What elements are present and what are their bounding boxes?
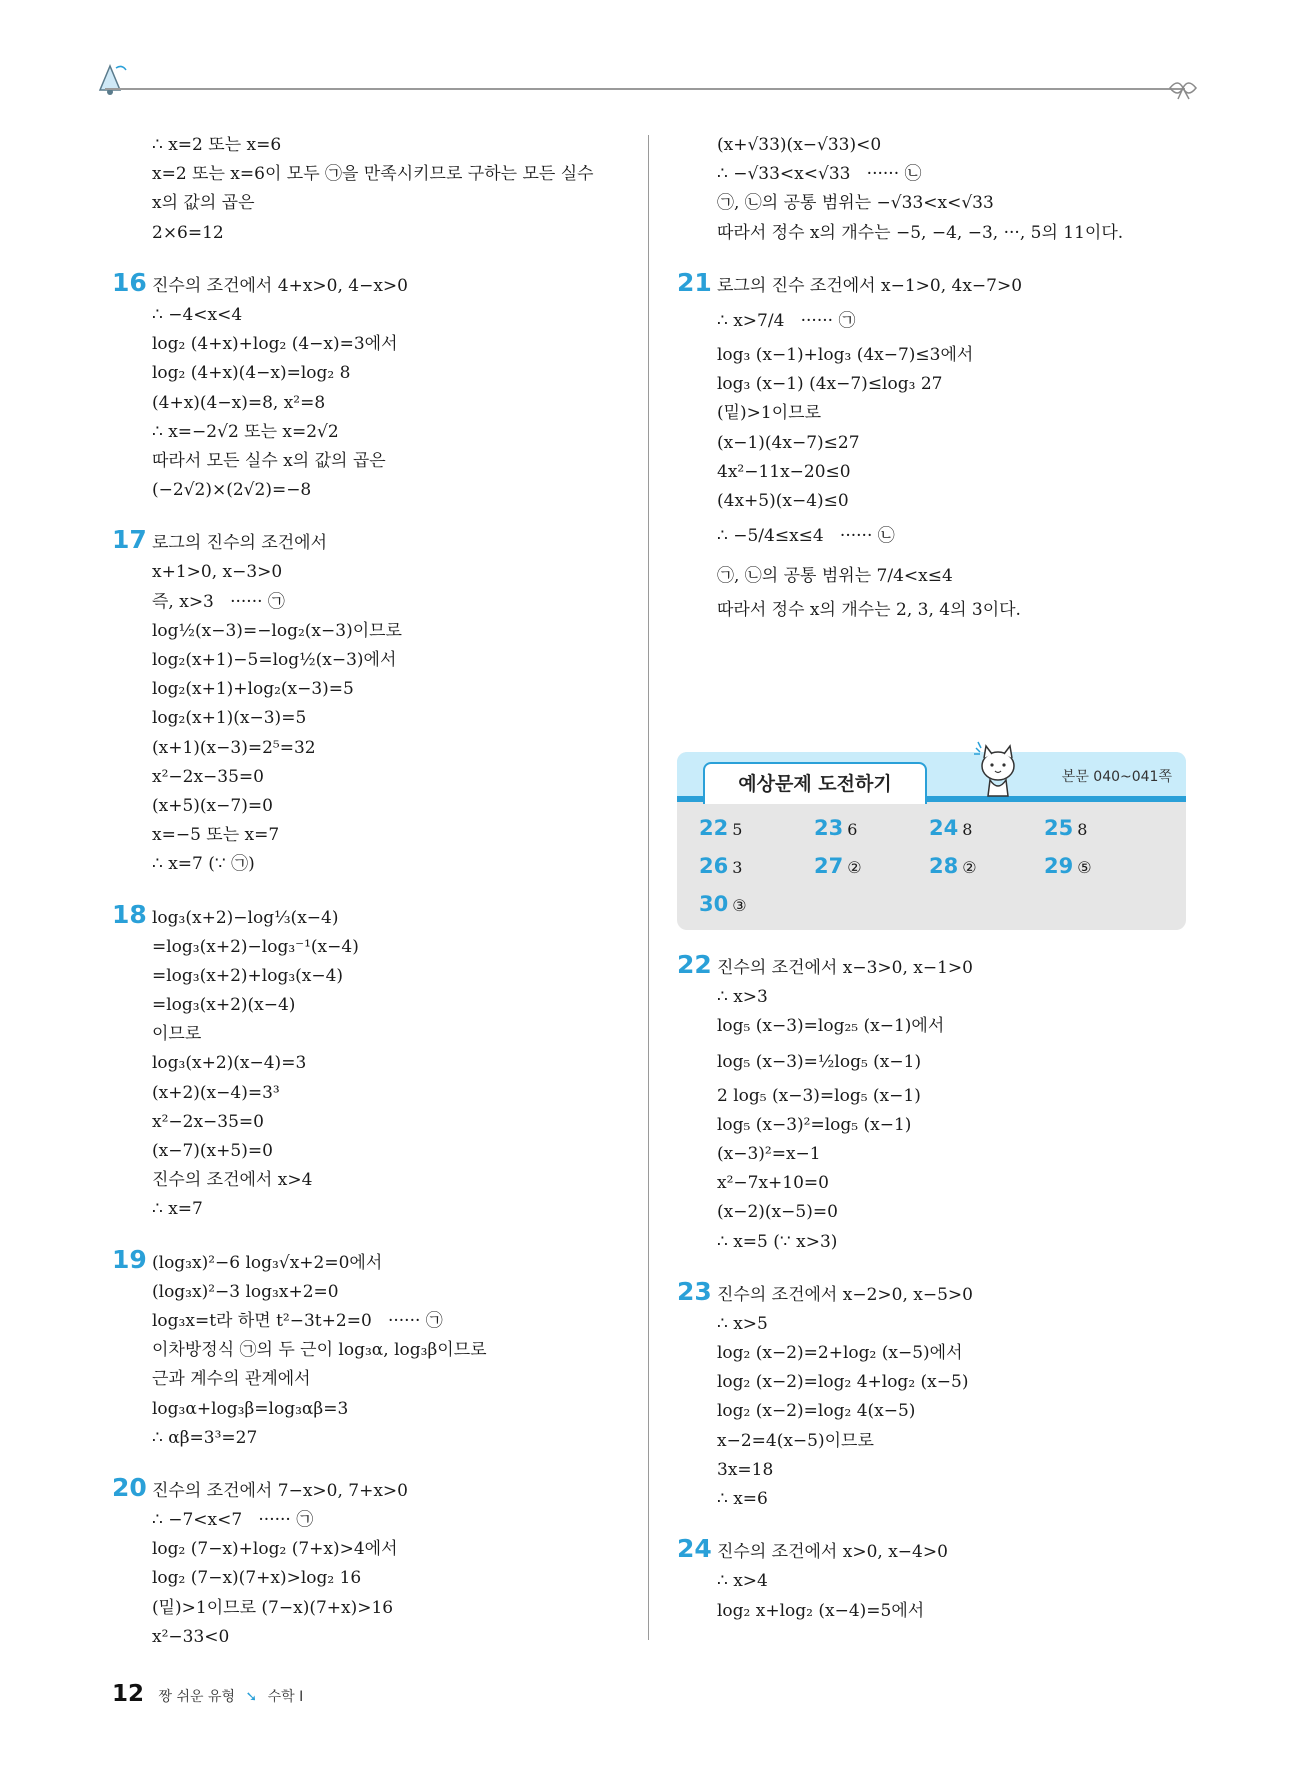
solution-line: 진수의 조건에서 x−3>0, x−1>0 (717, 958, 973, 978)
solution-line: (x−7)(x+5)=0 (152, 1141, 273, 1161)
right-column-top (677, 131, 1197, 625)
solution-line: 즉, x>3 ······ ㉠ (152, 591, 285, 612)
solution-16 (112, 267, 632, 506)
answer-item: 26 3 (699, 854, 743, 878)
solution-line: ∴ x=7 (152, 1199, 203, 1220)
solution-line: log₂ (4+x)+log₂ (4−x)=3에서 (152, 334, 398, 355)
solution-line: log₂ (x−2)=log₂ 4(x−5) (717, 1401, 916, 1422)
solution-line: log₂ (7−x)(7+x)>log₂ 16 (152, 1568, 362, 1589)
problem-number: 17 (112, 525, 147, 555)
solution-line: log₅ (x−3)²=log₅ (x−1) (717, 1114, 912, 1135)
solution-line: 따라서 모든 실수 x의 값의 곱은 (152, 450, 386, 471)
solution-line: log₂ (x−2)=2+log₂ (x−5)에서 (717, 1343, 963, 1364)
solution-line: 로그의 진수의 조건에서 (152, 533, 328, 554)
answer-item: 28 ② (929, 854, 977, 878)
solution-line: =log₃(x+2)(x−4) (152, 995, 296, 1016)
solution-line: 이차방정식 ㉠의 두 근이 log₃α, log₃β이므로 (152, 1340, 487, 1361)
solution-line: x=2 또는 x=6이 모두 ㉠을 만족시키므로 구하는 모든 실수 (152, 164, 594, 185)
solution-line: (x−1)(4x−7)≤27 (717, 432, 860, 453)
solution-line: log₃(x+2)−log⅓(x−4) (152, 907, 339, 928)
solution-line: log₅ (x−3)=log₂₅ (x−1)에서 (717, 1016, 945, 1037)
solution-line: ∴ x>5 (717, 1313, 768, 1334)
solution-line: ∴ −5/4≤x≤4 ······ ㉡ (717, 526, 895, 547)
solution-line: 진수의 조건에서 4+x>0, 4−x>0 (152, 275, 408, 296)
solution-line: ∴ x>3 (717, 987, 768, 1008)
solution-line: (x+5)(x−7)=0 (152, 795, 273, 816)
problem-number: 19 (112, 1244, 147, 1274)
solution-line: (−2√2)×(2√2)=−8 (152, 480, 312, 501)
solution-line: ∴ αβ=3³=27 (152, 1427, 258, 1448)
solution-line: log½(x−3)=−log₂(x−3)이므로 (152, 620, 402, 641)
problem-number: 24 (677, 1534, 712, 1564)
solution-line: x=−5 또는 x=7 (152, 825, 280, 846)
solution-line: 따라서 정수 x의 개수는 −5, −4, −3, ···, 5의 11이다. (717, 222, 1124, 243)
solution-19 (112, 1244, 632, 1453)
solution-21 (677, 267, 1197, 626)
solution-22 (677, 950, 1197, 1257)
solution-line: x²−2x−35=0 (152, 1111, 264, 1132)
answer-box-page-ref: 본문 040~041쪽 (1061, 769, 1172, 785)
solution-line: x²−2x−35=0 (152, 766, 264, 787)
answer-item: 30 ③ (699, 892, 747, 916)
solution-20 (112, 1472, 632, 1652)
solution-line: ∴ −7<x<7 ······ ㉠ (152, 1510, 314, 1531)
solution-line: ㉠, ㉡의 공통 범위는 −√33<x<√33 (717, 193, 994, 214)
solution-18 (112, 899, 632, 1225)
answer-summary-box (677, 752, 1186, 930)
solution-line: ∴ −√33<x<√33 ······ ㉡ (717, 164, 922, 185)
solution-line: (x+√33)(x−√33)<0 (717, 135, 882, 155)
arrow-icon: ➘ (245, 1689, 258, 1705)
answer-item: 25 8 (1044, 816, 1088, 840)
solution-line: x+1>0, x−3>0 (152, 562, 283, 583)
subject-title: 수학 I (267, 1689, 304, 1705)
solution-line: ∴ x>4 (717, 1571, 768, 1592)
solution-line: (x−2)(x−5)=0 (717, 1202, 838, 1223)
answer-item: 24 8 (929, 816, 973, 840)
answer-item: 27 ② (814, 854, 862, 878)
left-column (112, 131, 632, 1652)
cat-mascot-icon (970, 740, 1026, 802)
solution-line: log₂ x+log₂ (x−4)=5에서 (717, 1600, 925, 1621)
solution-line: 따라서 정수 x의 개수는 2, 3, 4의 3이다. (717, 600, 1021, 621)
solution-line: log₃α+log₃β=log₃αβ=3 (152, 1398, 349, 1419)
problem-number: 18 (112, 899, 147, 929)
solution-line: log₃x=t라 하면 t²−3t+2=0 ······ ㉠ (152, 1310, 443, 1331)
answer-item: 22 5 (699, 816, 743, 840)
solution-line: x²−33<0 (152, 1626, 230, 1647)
solution-line: ㉠, ㉡의 공통 범위는 7/4<x≤4 (717, 566, 953, 587)
column-divider (648, 135, 649, 1640)
solution-line: 진수의 조건에서 x−2>0, x−5>0 (717, 1284, 973, 1305)
solution-line: 2×6=12 (152, 222, 224, 243)
right-column-bottom (677, 950, 1197, 1626)
header-rule (105, 88, 1185, 90)
solution-line: log₂ (x−2)=log₂ 4+log₂ (x−5) (717, 1372, 969, 1393)
solution-line: (x−3)²=x−1 (717, 1143, 821, 1164)
problem-number: 20 (112, 1472, 147, 1502)
solution-line: log₂ (4+x)(4−x)=log₂ 8 (152, 363, 351, 384)
answer-item: 29 ⑤ (1044, 854, 1092, 878)
solution-23 (677, 1276, 1197, 1515)
solution-line: 진수의 조건에서 x>0, x−4>0 (717, 1542, 948, 1563)
solution-line: 진수의 조건에서 x>4 (152, 1170, 313, 1191)
solution-line: =log₃(x+2)+log₃(x−4) (152, 965, 344, 986)
solution-line: log₂(x+1)+log₂(x−3)=5 (152, 679, 354, 700)
answer-box-title: 예상문제 도전하기 (703, 762, 927, 804)
solution-line: (x+2)(x−4)=3³ (152, 1082, 280, 1103)
solution-line: ∴ x=6 (717, 1489, 768, 1509)
solution-24 (677, 1534, 1197, 1626)
solution-line: 4x²−11x−20≤0 (717, 461, 851, 482)
solution-line: (x+1)(x−3)=2⁵=32 (152, 737, 316, 758)
solution-line: 근과 계수의 관계에서 (152, 1369, 311, 1390)
book-title: 짱 쉬운 유형 (158, 1689, 235, 1705)
solution-line: ∴ x=2 또는 x=6 (152, 135, 282, 155)
solution-line: 진수의 조건에서 7−x>0, 7+x>0 (152, 1480, 408, 1501)
solution-line: log₃ (x−1) (4x−7)≤log₃ 27 (717, 374, 943, 395)
solution-line: 로그의 진수 조건에서 x−1>0, 4x−7>0 (717, 275, 1023, 296)
solution-line: (밑)>1이므로 (717, 403, 822, 424)
bell-decoration-icon (90, 60, 130, 100)
page-footer (112, 1681, 303, 1707)
solution-line: log₂(x+1)(x−3)=5 (152, 708, 307, 729)
solution-17 (112, 525, 632, 879)
ribbon-bow-icon (1168, 78, 1198, 100)
solution-line: x−2=4(x−5)이므로 (717, 1430, 874, 1451)
solution-line: log₃(x+2)(x−4)=3 (152, 1053, 307, 1074)
solution-line: x의 값의 곱은 (152, 193, 255, 214)
solution-line: ∴ x=7 (∵ ㉠) (152, 854, 255, 875)
solution-line: ∴ x=5 (∵ x>3) (717, 1231, 838, 1252)
answer-item: 23 6 (814, 816, 858, 840)
solution-line: (log₃x)²−3 log₃x+2=0 (152, 1281, 339, 1302)
solution-line: ∴ x=−2√2 또는 x=2√2 (152, 421, 339, 442)
solution-line: log₃ (x−1)+log₃ (4x−7)≤3에서 (717, 344, 974, 365)
problem-number: 21 (677, 267, 712, 297)
solution-line: log₅ (x−3)=½log₅ (x−1) (717, 1051, 922, 1072)
solution-line: log₂(x+1)−5=log½(x−3)에서 (152, 650, 397, 670)
solution-line: (4x+5)(x−4)≤0 (717, 490, 849, 511)
solution-line: (4+x)(4−x)=8, x²=8 (152, 392, 326, 413)
solution-line: =log₃(x+2)−log₃⁻¹(x−4) (152, 936, 359, 957)
solution-20-continued (677, 131, 1197, 248)
problem-number: 16 (112, 267, 147, 297)
solution-line: (밑)>1이므로 (7−x)(7+x)>16 (152, 1597, 394, 1618)
solution-line: ∴ −4<x<4 (152, 304, 243, 325)
solution-line: ∴ x>7/4 ······ ㉠ (717, 310, 856, 331)
solution-line: x²−7x+10=0 (717, 1173, 829, 1194)
page-number: 12 (112, 1681, 145, 1707)
solution-line: 2 log₅ (x−3)=log₅ (x−1) (717, 1085, 921, 1106)
solution-line: 이므로 (152, 1024, 202, 1045)
problem-number: 22 (677, 950, 712, 979)
solution-line: 3x=18 (717, 1459, 774, 1480)
problem-number: 23 (677, 1276, 712, 1306)
solution-line: log₂ (7−x)+log₂ (7+x)>4에서 (152, 1539, 398, 1560)
solution-line: (log₃x)²−6 log₃√x+2=0에서 (152, 1252, 383, 1273)
solution-continued (112, 131, 632, 248)
